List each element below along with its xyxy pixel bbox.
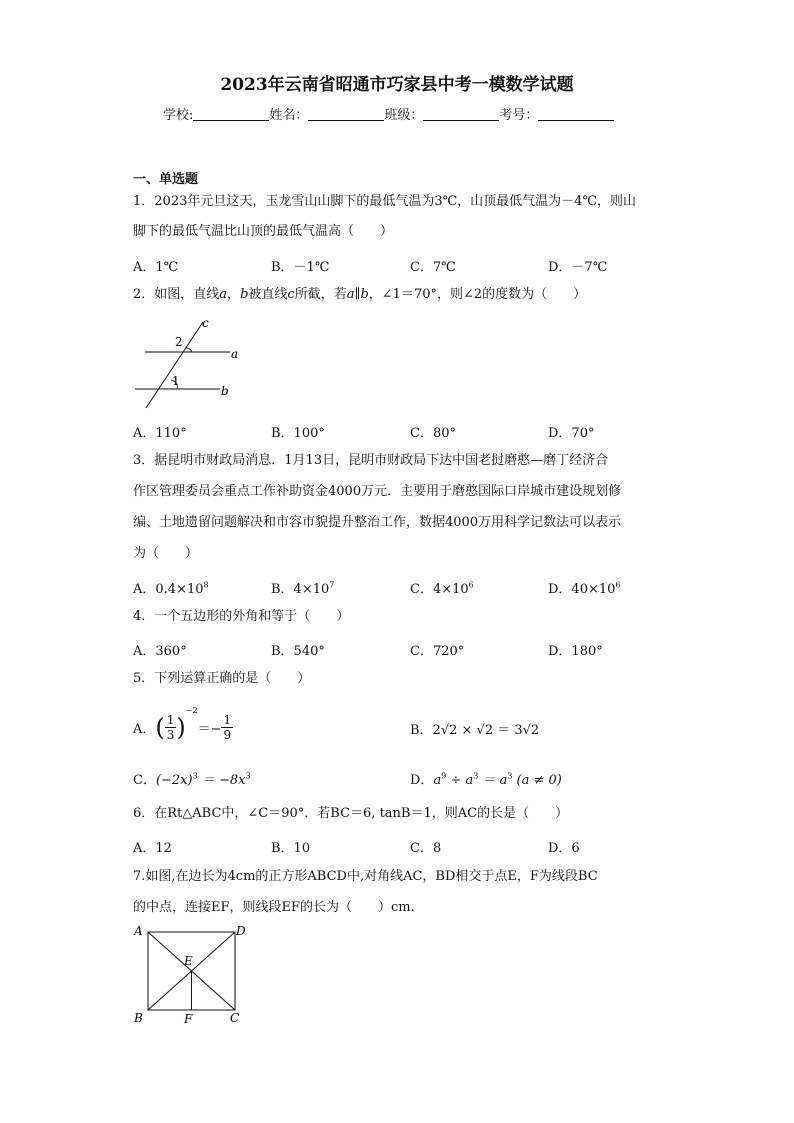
q4-option-c[interactable]: C．720° [410, 644, 465, 659]
q5-a-label: A． [133, 722, 156, 737]
q5-c-rexp: 3 [245, 771, 251, 781]
q2-option-d[interactable]: D．70° [548, 426, 595, 441]
label-c: c [202, 316, 209, 330]
student-info-line [163, 104, 614, 123]
q5-a-exp: −2 [185, 706, 198, 715]
question-6-text: 6．在Rt△ABC中，∠C＝90°．若BC＝6, tanB＝1，则AC的长是（ ） [133, 806, 569, 821]
q5-d-exp2: 3 [473, 771, 479, 781]
label-angle-1: 1 [172, 374, 180, 388]
question-7-line-2: 的中点，连接EF，则线段EF的长为（ ）cm. [133, 900, 415, 915]
question-3-line-4: 为（ ） [133, 546, 199, 561]
q2-comma: ， [227, 287, 241, 302]
school-blank[interactable] [193, 108, 269, 121]
q5-a-den: 3 [166, 728, 175, 742]
q2-var-b: b [240, 287, 249, 302]
angle-2-arc [186, 348, 192, 352]
question-5-text: 5．下列运算正确的是（ ） [133, 671, 311, 686]
q1-option-b[interactable]: B．－1℃ [271, 260, 330, 275]
label-F: F [184, 1012, 193, 1026]
q2-condition: a∥b [346, 287, 369, 302]
name-label: 姓名： [269, 108, 309, 123]
q5-a-paren-close: ) [176, 713, 186, 742]
q4-option-a[interactable]: A．360° [133, 644, 187, 659]
q2-text-pre: 2．如图，直线 [133, 287, 220, 302]
q1-option-d[interactable]: D．－7℃ [548, 260, 608, 275]
q5-a-rnum: 1 [223, 713, 232, 727]
q5-option-c[interactable] [133, 769, 251, 788]
q2-text-mid2: 所截，若 [294, 287, 347, 302]
q5-c-exp: 3 [192, 771, 198, 781]
q5-a-num: 1 [166, 713, 175, 727]
q4-option-b[interactable]: B．540° [271, 644, 325, 659]
q2-var-a: a [219, 287, 228, 302]
q3-d-base: D．40×10 [548, 582, 616, 597]
question-7-line-1: 7.如图,在边长为4cm的正方形ABCD中,对角线AC，BD相交于点E，F为线段BC [133, 869, 598, 884]
q5-d-expr: a [433, 773, 442, 788]
question-2-text [133, 280, 586, 310]
q3-option-d[interactable] [548, 578, 621, 597]
q5-c-rhs: ＝ −8x [197, 773, 246, 788]
q5-c-label: C． [133, 773, 156, 788]
q5-option-d[interactable] [410, 769, 562, 788]
q3-a-base: A．0.4×10 [133, 582, 204, 597]
parallel-lines-figure [130, 312, 245, 412]
q2-option-c[interactable]: C．80° [410, 426, 456, 441]
q2-text-mid1: 被直线 [248, 287, 288, 302]
label-B: B [134, 1011, 143, 1025]
question-1-line-1: 1．2023年元旦这天，玉龙雪山山脚下的最低气温为3℃，山顶最低气温为－4℃，则山 [133, 194, 636, 209]
q5-a-rden: 9 [223, 728, 232, 742]
q3-c-base: C．4×10 [410, 582, 469, 597]
q6-option-c[interactable]: C．8 [410, 841, 442, 856]
q2-option-b[interactable]: B．100° [271, 426, 325, 441]
q3-option-c[interactable] [410, 578, 474, 597]
name-blank[interactable] [308, 108, 384, 121]
q2-text-mid3: ，∠1＝70°，则∠2的度数为（ ） [368, 287, 587, 302]
page-title: 2023年云南省昭通市巧家县中考一模数学试题 [220, 75, 574, 95]
q3-b-base: B．4×10 [271, 582, 330, 597]
section-heading: 一、单选题 [133, 172, 199, 187]
q5-a-result [221, 713, 233, 742]
q5-d-exp3: 3 [507, 771, 513, 781]
class-blank[interactable] [423, 108, 499, 121]
q3-option-b[interactable] [271, 578, 334, 597]
q2-var-c: c [287, 287, 295, 302]
q3-d-exp: 6 [615, 580, 621, 590]
q5-d-exp1: 9 [441, 771, 447, 781]
number-blank[interactable] [538, 108, 614, 121]
q5-a-paren-open: ( [155, 713, 165, 742]
question-3-line-2: 作区管理委员会重点工作补助资金4000万元．主要用于磨憨国际口岸城市建设规划修 [133, 484, 622, 499]
q5-option-a[interactable] [133, 706, 233, 742]
q6-option-a[interactable]: A．12 [133, 841, 172, 856]
label-D: D [236, 924, 246, 938]
q3-b-exp: 7 [329, 580, 335, 590]
q1-option-c[interactable]: C．7℃ [410, 260, 456, 275]
label-E: E [184, 954, 193, 968]
q5-a-fraction [165, 713, 177, 742]
question-3-line-1: 3．据昆明市财政局消息．1月13日，昆明市财政局下达中国老挝磨憨—磨丁经济合 [133, 453, 609, 468]
label-C: C [230, 1011, 240, 1025]
square-figure [130, 922, 250, 1032]
q5-option-b[interactable]: B．2√2 × √2 ＝ 3√2 [410, 723, 540, 738]
q5-d-mid: ÷ a [446, 773, 474, 788]
class-label: 班级： [384, 108, 424, 123]
label-angle-2: 2 [175, 335, 183, 349]
q5-c-expr: (−2x) [155, 773, 193, 788]
label-a: a [231, 347, 239, 361]
question-4-text: 4．一个五边形的外角和等于（ ） [133, 609, 350, 624]
q4-option-d[interactable]: D．180° [548, 644, 603, 659]
q3-a-exp: 8 [203, 580, 209, 590]
q3-c-exp: 6 [468, 580, 474, 590]
q2-option-a[interactable]: A．110° [133, 426, 187, 441]
label-b: b [221, 384, 229, 398]
q5-a-eq: ＝− [197, 722, 222, 737]
question-1-line-2: 脚下的最低气温比山顶的最低气温高（ ） [133, 224, 394, 239]
q6-option-b[interactable]: B．10 [271, 841, 311, 856]
q5-d-cond: (a ≠ 0) [512, 773, 562, 788]
q5-d-eq: ＝ a [478, 773, 508, 788]
q5-d-label: D． [410, 773, 434, 788]
q3-option-a[interactable] [133, 578, 209, 597]
q1-option-a[interactable]: A．1℃ [133, 260, 179, 275]
q6-option-d[interactable]: D．6 [548, 841, 580, 856]
number-label: 考号： [499, 108, 539, 123]
school-label: 学校: [163, 108, 194, 123]
question-3-line-3: 编、土地遗留问题解决和市容市貌提升整治工作，数据4000万用科学记数法可以表示 [133, 515, 622, 530]
label-A: A [134, 924, 143, 938]
